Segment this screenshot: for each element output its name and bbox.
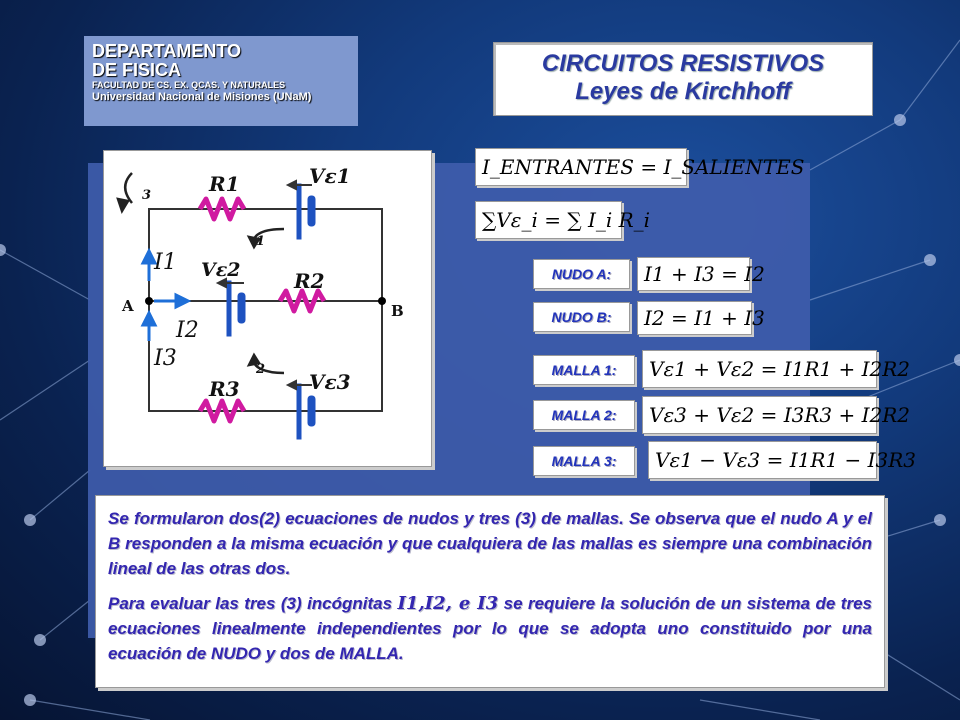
label-v1: Vε1 (309, 164, 351, 188)
nodes-law-box (475, 148, 805, 186)
label-i1: I1 (154, 250, 177, 275)
battery-v1-short (308, 196, 315, 226)
label-nudo-a: NUDO A: (533, 259, 630, 289)
label-malla-3: MALLA 3: (533, 446, 635, 476)
circuit-diagram (103, 150, 432, 467)
node-b (378, 297, 386, 305)
loop-arrow-3 (125, 173, 132, 203)
circuit-svg (104, 151, 431, 466)
label-loop1: 1 (256, 234, 266, 249)
battery-v1-long (297, 184, 301, 239)
label-malla-2: MALLA 2: (533, 400, 635, 430)
battery-v2-short (238, 293, 245, 323)
node-a (145, 297, 153, 305)
label-v3: Vε3 (309, 370, 351, 394)
department-line2: DE FISICA (92, 60, 182, 80)
label-loop2: 2 (256, 362, 266, 377)
unknown-variables: I1,I2, e I3 (397, 593, 499, 614)
equation-nudo-a: I1 + I3 = I2 (637, 257, 750, 291)
label-loop3: 3 (142, 188, 152, 203)
label-malla-1: MALLA 1: (533, 355, 635, 385)
label-r3: R3 (209, 377, 240, 401)
battery-v2-long (227, 281, 231, 336)
equation-nudo-b: I2 = I1 + I3 (637, 301, 752, 335)
label-node-b: B (391, 302, 404, 320)
battery-v3-short (308, 396, 315, 426)
university-name: Universidad Nacional de Misiones (UNaM) (92, 91, 312, 103)
paragraph-2-start: Para evaluar las tres (3) incógnitas (108, 594, 398, 613)
explanation-paragraph-1: Se formularon dos(2) ecuaciones de nudos y tres (3) de mallas. Se observa que el nudo A y el B responden a la misma ecuación y que cualquiera de las mallas es siempre una combinación lineal de las otras dos. (108, 509, 872, 578)
nodes-law: I_ENTRANTES = I_SALIENTES (482, 155, 805, 179)
department-line1: DEPARTAMENTO (92, 41, 242, 61)
equation-malla-2: Vε3 + Vε2 = I3R3 + I2R2 (642, 396, 877, 434)
paragraph-2-end: se requiere la solución de un sistema de tres ecuaciones linealmente independientes por lo que se adopta uno constituido por una ecuación de NUDO y dos de MALLA. (108, 594, 872, 663)
department-header (84, 36, 358, 126)
equation-malla-3: Vε1 − Vε3 = I1R1 − I3R3 (648, 441, 877, 479)
battery-v3-long (297, 384, 301, 439)
label-nudo-b: NUDO B: (533, 302, 630, 332)
faculty-name: FACULTAD DE CS. EX. QCAS. Y NATURALES (92, 80, 286, 90)
explanation-box (95, 495, 885, 688)
title-line1: CIRCUITOS RESISTIVOS (541, 50, 825, 77)
slide-title (493, 42, 873, 116)
label-i3: I3 (154, 346, 177, 371)
label-node-a: A (122, 297, 134, 315)
label-r1: R1 (209, 172, 240, 196)
explanation-paragraph-2 (108, 591, 872, 666)
mesh-law-box (475, 201, 651, 239)
label-i2: I2 (176, 318, 199, 343)
label-r2: R2 (294, 269, 325, 293)
equation-malla-1: Vε1 + Vε2 = I1R1 + I2R2 (642, 350, 877, 388)
label-v2: Vε2 (201, 259, 241, 281)
mesh-law: ∑Vε_i = ∑ I_i R_i (482, 208, 651, 232)
title-line2: Leyes de Kirchhoff (575, 78, 791, 105)
